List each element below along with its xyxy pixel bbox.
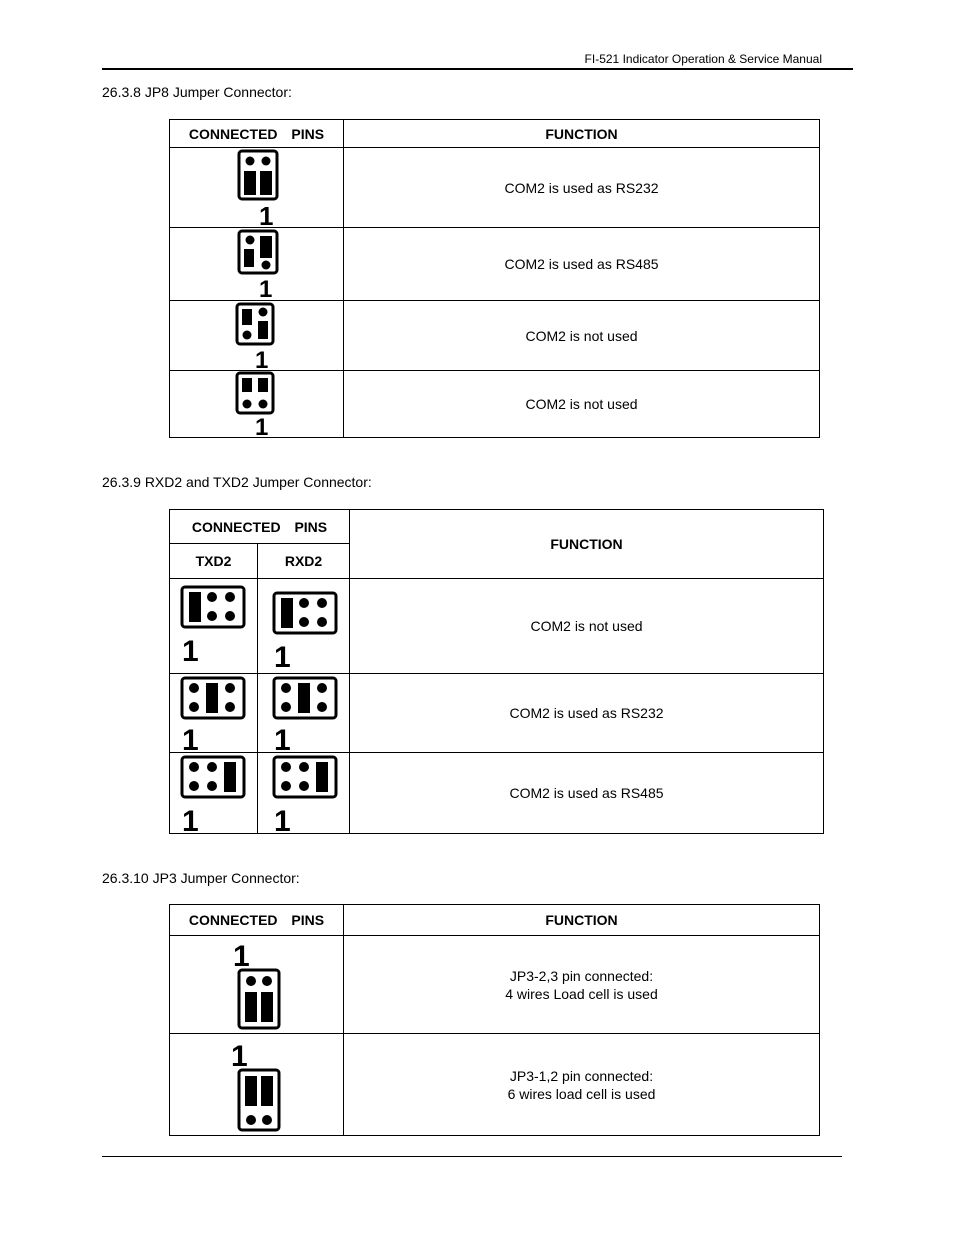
jp3-col-pins: CONNECTED PINS — [170, 905, 344, 936]
rxd2-jumper-cell — [258, 674, 350, 753]
pin-one-label: 1 — [273, 724, 291, 752]
jumper-cell — [170, 301, 344, 371]
pin-one-label: 1 — [273, 641, 291, 669]
pin-one-label: 1 — [258, 200, 273, 227]
rxtx-col-pins: CONNECTED PINS — [170, 510, 350, 544]
table-row — [170, 579, 824, 674]
function-cell: COM2 is not used — [344, 371, 820, 438]
pin-one-label: 1 — [181, 635, 199, 668]
txd2-jumper-cell — [170, 753, 258, 834]
table-row — [170, 753, 824, 834]
table-row — [170, 228, 820, 301]
jp3-col-function: FUNCTION — [344, 905, 820, 936]
section-title-jp8: 26.3.8 JP8 Jumper Connector: — [102, 84, 292, 100]
rxd2-txd2-table — [169, 509, 824, 834]
header-rule — [102, 68, 853, 70]
function-cell: JP3-2,3 pin connected: 4 wires Load cell is used — [344, 936, 820, 1034]
table-row — [170, 301, 820, 371]
jumper-2x3-icon — [227, 149, 287, 227]
rxd2-jumper-cell — [258, 579, 350, 674]
section-title-jp3: 26.3.10 JP3 Jumper Connector: — [102, 870, 300, 886]
function-cell: JP3-1,2 pin connected: 6 wires load cell is used — [344, 1034, 820, 1136]
pin-one-label: 1 — [181, 805, 199, 833]
function-cell: COM2 is used as RS232 — [350, 674, 824, 753]
jumper-2x3-icon — [227, 1036, 287, 1134]
pin-one-label: 1 — [232, 939, 250, 973]
table-row — [170, 371, 820, 438]
jumper-2x3-horizontal-icon — [178, 753, 250, 833]
jumper-cell — [170, 1034, 344, 1136]
jp8-table — [169, 119, 820, 438]
pin-one-label: 1 — [258, 276, 272, 299]
jp8-col-function: FUNCTION — [344, 120, 820, 148]
jumper-2x3-horizontal-icon — [178, 583, 250, 669]
table-row — [170, 1034, 820, 1136]
jumper-cell — [170, 936, 344, 1034]
table-row — [170, 148, 820, 228]
col-txd2: TXD2 — [170, 544, 258, 579]
table-row — [170, 674, 824, 753]
jumper-cell — [170, 371, 344, 438]
function-cell: COM2 is used as RS485 — [350, 753, 824, 834]
txd2-jumper-cell — [170, 579, 258, 674]
jumper-2x3-horizontal-icon — [178, 674, 250, 752]
jumper-2x3-icon — [227, 938, 287, 1032]
jumper-cell — [170, 148, 344, 228]
running-header: FI-521 Indicator Operation & Service Manual — [584, 52, 822, 66]
rxtx-col-function: FUNCTION — [350, 510, 824, 579]
footer-rule — [102, 1156, 842, 1157]
jumper-2x3-horizontal-icon — [268, 753, 340, 833]
col-rxd2: RXD2 — [258, 544, 350, 579]
function-cell: COM2 is used as RS232 — [344, 148, 820, 228]
pin-one-label: 1 — [254, 414, 268, 437]
jumper-2x3-icon — [227, 229, 287, 299]
jumper-2x3-icon — [227, 371, 287, 437]
pin-one-label: 1 — [181, 724, 199, 752]
jumper-2x3-icon — [227, 302, 287, 370]
table-row — [170, 936, 820, 1034]
jp8-col-pins: CONNECTED PINS — [170, 120, 344, 148]
txd2-jumper-cell — [170, 674, 258, 753]
rxd2-jumper-cell — [258, 753, 350, 834]
function-cell: COM2 is not used — [344, 301, 820, 371]
jp3-table — [169, 904, 820, 1136]
function-cell: COM2 is not used — [350, 579, 824, 674]
jumper-cell — [170, 228, 344, 301]
pin-one-label: 1 — [254, 346, 268, 370]
jumper-2x3-horizontal-icon — [268, 583, 340, 669]
function-cell: COM2 is used as RS485 — [344, 228, 820, 301]
section-title-rxd2-txd2: 26.3.9 RXD2 and TXD2 Jumper Connector: — [102, 474, 372, 490]
pin-one-label: 1 — [273, 805, 291, 833]
pin-one-label: 1 — [230, 1039, 248, 1073]
jumper-2x3-horizontal-icon — [268, 674, 340, 752]
